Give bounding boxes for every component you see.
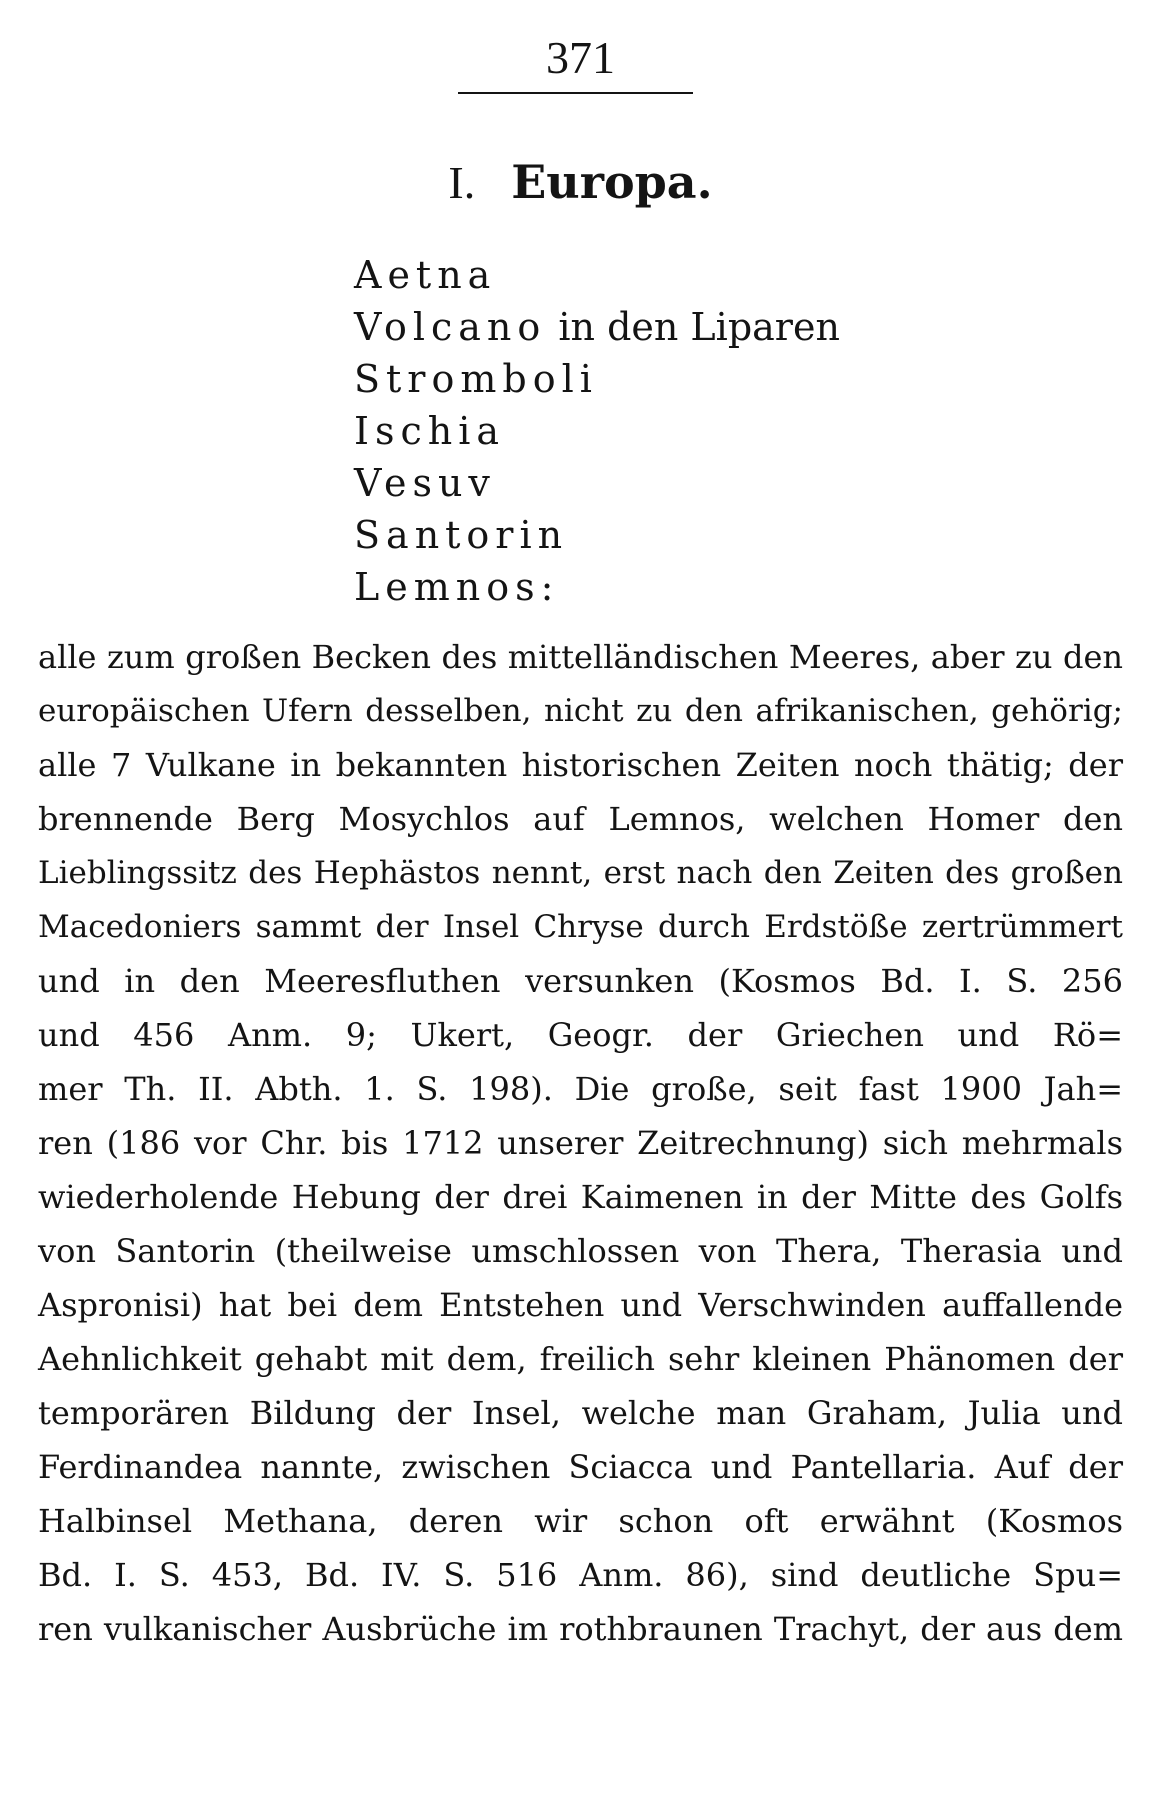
- volcano-name: Ischia: [354, 409, 506, 453]
- volcano-list-item: [354, 561, 840, 613]
- section-title: Europa.: [511, 155, 713, 209]
- header-rule: [458, 92, 693, 94]
- section-heading: [0, 152, 1161, 213]
- volcano-name: Vesuv: [354, 461, 496, 505]
- volcano-suffix: in den Liparen: [546, 305, 840, 349]
- volcano-name: Stromboli: [354, 357, 598, 401]
- volcano-name: Santorin: [354, 513, 569, 557]
- text-line: von Santorin (theilweise umschlossen von Thera, Therasia und: [38, 1232, 1123, 1270]
- text-line: Aspronisi) hat bei dem Entstehen und Verschwinden auffallende: [38, 1286, 1123, 1324]
- text-line: wiederholende Hebung der drei Kaimenen in der Mitte des Golfs: [38, 1178, 1123, 1216]
- volcano-list-item: [354, 353, 840, 405]
- text-line: mer Th. II. Abth. 1. S. 198). Die große, seit fast 1900 Jah=: [38, 1070, 1123, 1108]
- volcano-name: Volcano: [354, 305, 547, 349]
- body-paragraph: [38, 630, 1123, 1656]
- volcano-list-item: [354, 509, 840, 561]
- text-line: temporären Bildung der Insel, welche man Graham, Julia und: [38, 1394, 1123, 1432]
- volcano-list-item: [354, 405, 840, 457]
- text-line: brennende Berg Mosychlos auf Lemnos, welchen Homer den: [38, 800, 1123, 838]
- volcano-name: Aetna: [354, 253, 497, 297]
- text-line: europäischen Ufern desselben, nicht zu den afrikanischen, gehörig;: [38, 693, 1123, 729]
- text-line: ren (186 vor Chr. bis 1712 unserer Zeitrechnung) sich mehrmals: [38, 1124, 1123, 1162]
- volcano-name: Lemnos:: [354, 565, 560, 609]
- volcano-list-item: [354, 249, 840, 301]
- section-number: I.: [448, 157, 476, 208]
- text-line: Halbinsel Methana, deren wir schon oft erwähnt (Kosmos: [38, 1502, 1123, 1540]
- text-line: Ferdinandea nannte, zwischen Sciacca und Pantellaria. Auf der: [38, 1448, 1123, 1486]
- volcano-list-item: [354, 301, 840, 353]
- text-line: Macedoniers sammt der Insel Chryse durch Erdstöße zertrümmert: [38, 909, 1123, 945]
- text-line: und in den Meeresfluthen versunken (Kosmos Bd. I. S. 256: [38, 962, 1123, 1000]
- text-line: Lieblingssitz des Hephästos nennt, erst nach den Zeiten des großen: [38, 855, 1123, 891]
- volcano-list: [354, 249, 840, 613]
- text-line: Aehnlichkeit gehabt mit dem, freilich sehr kleinen Phänomen der: [38, 1340, 1123, 1378]
- volcano-list-item: [354, 457, 840, 509]
- text-line: Bd. I. S. 453, Bd. IV. S. 516 Anm. 86), sind deutliche Spu=: [38, 1556, 1123, 1594]
- page-number: 371: [546, 32, 615, 83]
- text-line: und 456 Anm. 9; Ukert, Geogr. der Griechen und Rö=: [38, 1016, 1123, 1054]
- text-line: ren vulkanischer Ausbrüche im rothbraunen Trachyt, der aus dem: [38, 1610, 1123, 1648]
- text-line: alle 7 Vulkane in bekannten historischen Zeiten noch thätig; der: [38, 746, 1123, 784]
- text-line: alle zum großen Becken des mittelländischen Meeres, aber zu den: [38, 638, 1123, 676]
